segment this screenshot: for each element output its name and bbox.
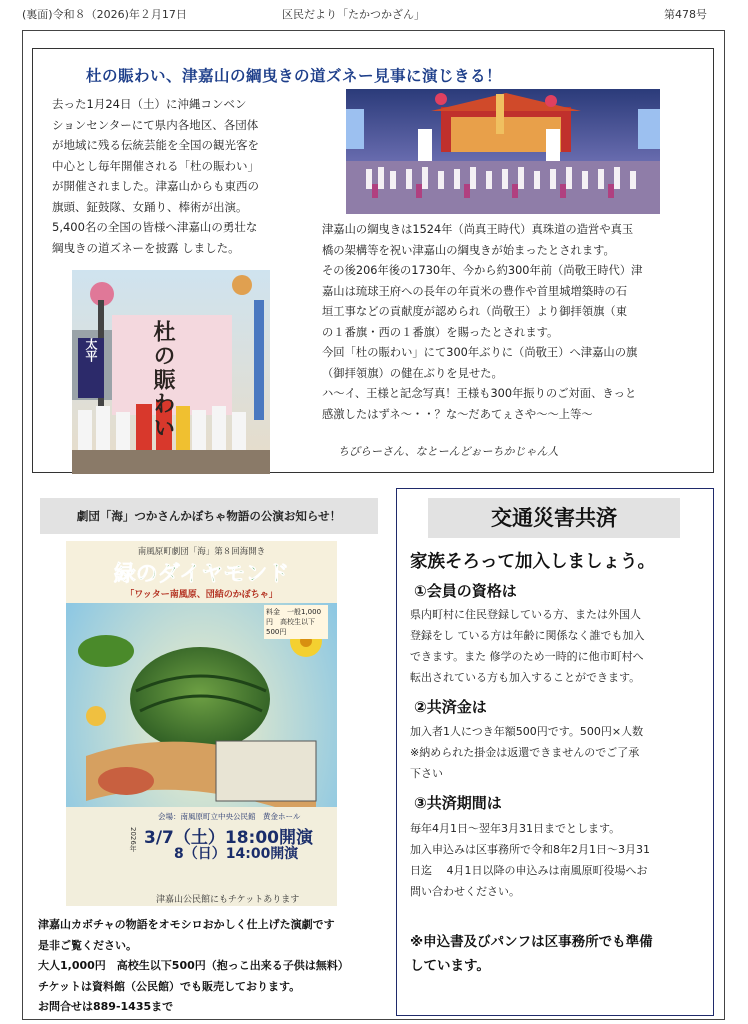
history-line: の１番旗・西の１番旗）を賜ったとされます。: [322, 325, 559, 339]
period-line: 毎年4月1日～翌年3月31日までとします。: [410, 822, 621, 835]
history-line: 嘉山は琉球王府への長年の年貢米の豊作や首里城増築時の石: [322, 284, 628, 298]
traffic-insurance-title: 交通災害共済: [428, 498, 680, 538]
theater-line: お問合せは889-1435まで: [38, 1000, 174, 1013]
history-line: 今回「杜の賑わい」にて300年ぶりに（尚敬王）へ津嘉山の旗: [322, 346, 638, 359]
period-line: 加入申込みは区事務所で令和8年2月1日～3月31: [410, 843, 650, 856]
note-line: しています。: [410, 958, 490, 974]
theater-details: [38, 915, 349, 1018]
intro-line: ションセンターにて県内各地区、各団体: [52, 117, 259, 132]
theater-notice-title: 劇団「海」つかさんかぼちゃ物語の公演お知らせ！: [40, 498, 378, 534]
theater-line: 津嘉山カボチャの物語をオモシロおかしく仕上げた演劇です: [38, 918, 335, 931]
poster-year: 2026年: [129, 827, 137, 852]
poster-title: 緑のダイヤモンド: [113, 562, 290, 587]
intro-line: が開催されました。津嘉山からも東西の: [52, 179, 259, 193]
group-photo: [72, 270, 270, 474]
intro-line: が地域に残る伝統芸能を全国の観光客を: [52, 138, 259, 152]
history-line: 感激したはずネ～・・？な～だあてぇさや～～上等～: [322, 407, 593, 421]
fee-line: 下さい: [410, 767, 443, 780]
intro-line: 中心とし毎年開催される「杜の賑わい」: [52, 158, 259, 173]
fee-heading: ②共済金は: [414, 698, 487, 716]
membership-heading: ①会員の資格は: [414, 582, 517, 600]
history-line: その後206年後の1730年、今から約300年前（尚敬王時代）津: [322, 264, 643, 277]
poster-troupe: 南風原町劇団「海」第８回海開き: [137, 547, 266, 557]
intro-line: 去った1月24日（土）に沖縄コンベン: [52, 97, 247, 111]
membership-line: 転出されている方も加入することができます。: [410, 671, 641, 684]
festival-history: [322, 220, 642, 425]
fee-body: [410, 721, 708, 784]
period-line: 日迄 4月1日以降の申込みは南風原町役場へお: [410, 864, 648, 877]
poster-fee: 料金 一般1,000円 高校生以下500円: [264, 605, 328, 639]
history-line: 垣工事などの貢献度が認められ（尚敬王）より御拝領旗（東: [322, 305, 628, 318]
membership-line: 登録をし ている方は年齢に関係なく誰でも加入: [410, 629, 645, 642]
intro-line: 旗頭、鉦鼓隊、女踊り、棒術が出演。: [52, 199, 248, 214]
poster-caption: 津嘉山公民館にもチケットあります: [156, 895, 300, 905]
poster-date-2: 8（日）14:00開演: [174, 846, 299, 862]
period-heading: ③共済期間は: [414, 794, 502, 812]
history-line: ハ～イ、王様と記念写真！王様も300年振りのご対面、きっと: [322, 387, 637, 400]
poster-subtitle: 「ワッター南風原、団結のかぼちゃ」: [125, 590, 278, 600]
theater-line: 是非ご覧ください。: [38, 938, 137, 952]
theater-line: チケットは資料館（公民館）でも販売しております。: [38, 979, 301, 993]
poster-venue: 会場：南風原町立中央公民館 黄金ホール: [158, 812, 301, 821]
intro-line: 5,400名の全国の皆様へ津嘉山の勇壮な: [52, 220, 258, 234]
membership-body: [410, 604, 708, 688]
issue-number: 第478号: [664, 8, 707, 21]
intro-line: 綱曳きの道ズネーを披露 しました。: [52, 240, 240, 255]
festival-article-title: 杜の賑わい、津嘉山の綱曳きの道ズネー見事に演じきる！: [86, 67, 503, 85]
fee-line: 加入者1人につき年額500円です。500円×人数: [410, 725, 644, 738]
stage-performance-photo: [346, 89, 660, 214]
membership-line: できます。また 修学のため一時的に他市町村へ: [410, 650, 644, 663]
theater-line: 大人1,000円 高校生以下500円（抱っこ出来る子供は無料）: [38, 959, 349, 972]
history-line: （御拝領旗）の健在ぶりを見せた。: [322, 366, 503, 380]
application-note: [410, 930, 653, 978]
note-line: ※申込書及びパンフは区事務所でも準備: [410, 934, 653, 950]
theater-poster: [66, 541, 337, 906]
history-line: 津嘉山の綱曳きは1524年（尚真王時代）真珠道の造営や真玉: [322, 223, 634, 236]
festival-banner: 杜の賑わい: [150, 320, 176, 440]
newsletter-name: 区民だより「たかつかざん」: [282, 8, 425, 21]
traffic-insurance-subtitle: 家族そろって加入しましょう。: [410, 552, 655, 572]
poster-date-1: 3/7（土）18:00開演: [144, 828, 313, 848]
flag-text: 太平: [84, 338, 98, 362]
period-line: 問い合わせください。: [410, 885, 520, 898]
festival-intro: [52, 94, 259, 258]
membership-line: 県内町村に住民登録している方、または外国人: [410, 608, 641, 621]
period-body: [410, 818, 708, 902]
signoff-text: ちびらーさん、なとーんどぉーちかじゃん人: [338, 445, 559, 458]
issue-date: (裏面)令和８（2026)年２月17日: [22, 8, 187, 21]
history-line: 橋の架構等を祝い津嘉山の綱曳きが始まったとされます。: [322, 243, 615, 257]
fee-line: ※納められた掛金は返還できませんのでご了承: [410, 746, 640, 759]
